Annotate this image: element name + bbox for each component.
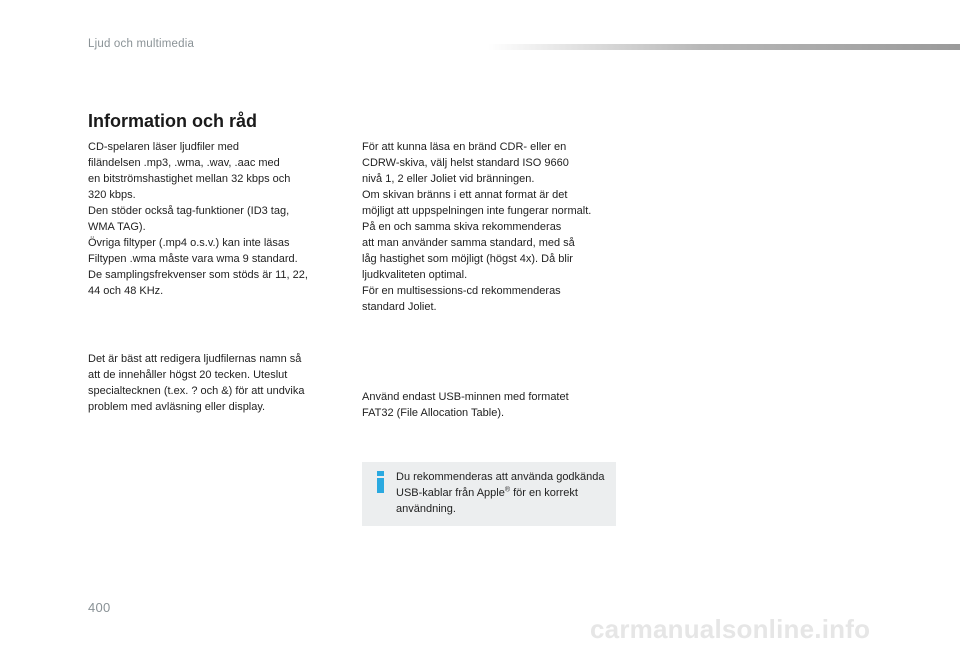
tip-box (362, 462, 616, 526)
left-paragraph-file-formats: CD-spelaren läser ljudfiler med filändelsen .mp3, .wma, .wav, .aac med en bitströmshastighet mellan 32 kbps och 320 kbps. Den stöder också tag-funktioner (ID3 tag, WMA TAG). Övriga filtyper (.mp4 o.s.v.) kan inte läsas Filtypen .wma måste vara wma 9 standard. De samplingsfrekvenser som stöds är 11, 22, 44 och 48 KHz. (88, 141, 308, 297)
page-heading: Information och råd (88, 111, 258, 131)
right-paragraph-usb-format: Använd endast USB-minnen med formatet FAT32 (File Allocation Table). (362, 391, 569, 419)
info-icon (376, 471, 386, 493)
section-title: Ljud och multimedia (88, 38, 195, 50)
page-number: 400 (88, 600, 111, 615)
header-gradient-bar (488, 44, 960, 50)
registered-mark: ® (504, 486, 511, 494)
watermark-text: carmanualsonline.info (590, 614, 871, 644)
tip-text: Du rekommenderas att använda godkända USB-kablar från Apple® för en korrekt användning. (396, 471, 605, 515)
right-paragraph-cd-burning: För att kunna läsa en bränd CDR- eller en CDRW-skiva, välj helst standard ISO 9660 nivå 1, 2 eller Joliet vid bränningen. Om skivan bränns i ett annat format är det möjligt att uppspelningen inte fungerar normalt. På en och samma skiva rekommenderas att man använder samma standard, med så låg hastighet som möjligt (högst 4x). Då blir ljudkvaliteten optimal. För en multisessions-cd rekommenderas standard Joliet. (362, 141, 592, 313)
left-paragraph-file-names: Det är bäst att redigera ljudfilernas namn så att de innehåller högst 20 tecken. Uteslut specialtecknen (t.ex. ? och &) för att undvika problem med avläsning eller display. (88, 353, 305, 413)
